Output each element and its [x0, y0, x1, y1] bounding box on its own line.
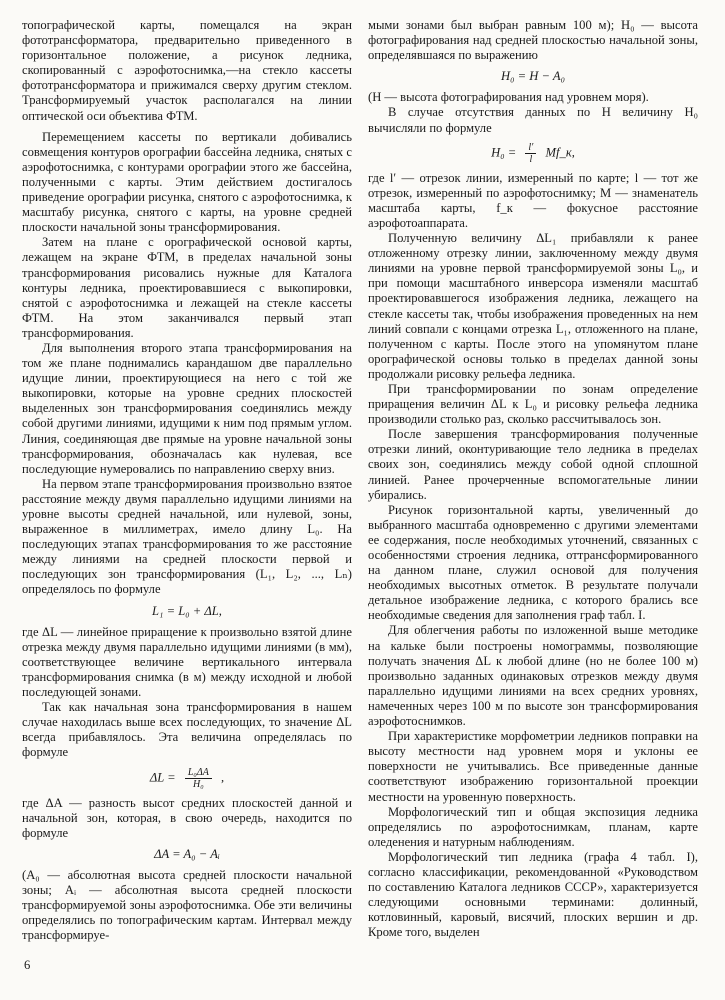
paragraph: Для облегчения работы по изложенной выше методике на кальке были построены номограммы, позволяющие получать значения ΔL к любой длине (но не более 100 м) произвольно заданных одинаковых отрезков между двумя параллельно идущими линиями на всех средних уровнях, намеченных через 100 м по высоте зон трансформирования аэрофотоснимков.	[368, 623, 698, 729]
paragraph: Затем на плане с орографической основой карты, лежащем на экране ФТМ, в пределах начальной зоны трансформирования рисовались нужные для Каталога контуры ледника, проектировавшиеся с выкопировки, снятой с аэрофотоснимка и лежащей на стекле кассеты ФТМ. На этом заканчивался первый этап трансформирования.	[22, 235, 352, 340]
paragraph: Морфологический тип и общая экспозиция ледника определялись по аэрофотоснимкам, планам, карте оледенения и натурным наблюдениям.	[368, 804, 698, 849]
formula-h0: H₀ = H − A₀	[500, 69, 565, 84]
formula-delta-l	[22, 767, 352, 790]
formula-lhs: H₀ =	[491, 145, 517, 160]
paragraph: Для выполнения второго этапа трансформирования на том же плане поднимались карандашом две параллельно идущие линии, проектирующиеся на него с той же выкопировки, которые на уровне средних плоскостей выделенных зон трансформирования соединялись между собой другими линиями, идущими к ним под прямым углом. Линия, соединяющая две прямые на уровне начальной зоны трансформирования, обозначалась как нулевая, все последующие нумеровались по направлению сверху вниз.	[22, 340, 352, 476]
numerator: l′	[525, 142, 536, 154]
denominator: H₀	[192, 778, 204, 790]
formula-h0-alt	[368, 142, 698, 165]
paragraph: В случае отсутствия данных по H величину H₀ вычисляли по формуле	[368, 105, 698, 135]
formula-tail: Mf_к,	[545, 145, 575, 160]
paragraph: Перемещением кассеты по вертикали добивались совмещения контуров орографии бассейна ледника, снятых с аэрофотоснимка, с контурами орографии этого же бассейна, полученными с карты. Этим действием достигалось приведение орографии рисунка, снятого с аэрофотоснимка, к масштабу рисунка, снятого с карты, на уровне средней плоскости начальной зоны трансформирования.	[22, 129, 352, 235]
page-number: 6	[24, 958, 31, 972]
paragraph: Так как начальная зона трансформирования в нашем случае находилась выше всех последующих, то значение ΔL всегда прибавлялось. Эта величина определялась по формуле	[22, 700, 352, 760]
right-column	[368, 18, 698, 940]
paragraph: При характеристике морфометрии ледников поправки на высоту местности над уровнем моря и уклоны ее поверхности не учитывались. Все приведенные данные соответствуют изображению горизонтальной проекции местности на уровенную поверхность.	[368, 729, 698, 804]
paragraph: где l′ — отрезок линии, измеренный по карте; l — тот же отрезок, измеренный по аэрофотоснимку; M — знаменатель масштаба карты, f_к — фокусное расстояние аэрофотоаппарата.	[368, 170, 698, 230]
paragraph: (A₀ — абсолютная высота средней плоскости начальной зоны; Aᵢ — абсолютная высота средней плоскости трансформируемой зоны аэрофотоснимка. Обе эти величины определялись по топографическим картам. Интервал между трансформируе-	[22, 867, 352, 943]
paragraph: Морфологический тип ледника (графа 4 табл. I), согласно классификации, рекомендованной «Руководством по составлению Каталога ледников СССР», характеризуется следующими основными терминами: долинный, котловинный, каровый, висячий, плоских вершин и др. Кроме того, выделен	[368, 849, 698, 940]
formula-l1: L₁ = L₀ + ΔL,	[152, 603, 222, 618]
paragraph: мыми зонами был выбран равным 100 м); H₀ — высота фотографирования над средней плоскостью начальной зоны, определявшаяся по выражению	[368, 18, 698, 63]
fraction	[525, 142, 536, 165]
paragraph: где ΔA — разность высот средних плоскостей данной и начальной зон, которая, в свою очередь, находится по формуле	[22, 795, 352, 840]
fraction	[185, 767, 212, 790]
denominator: l	[529, 153, 533, 165]
paragraph: где ΔL — линейное приращение к произвольно взятой длине отрезка между двумя параллельно идущими линиями (в мм), соответствующее величине вертикального интервала трансформирования снимка (в м) между исходной и любой последующей зонами.	[22, 624, 352, 700]
left-column	[22, 18, 352, 943]
paragraph: На первом этапе трансформирования произвольно взятое расстояние между двумя параллельно идущими линиями на уровне высоты средней начальной, или нулевой, зоны, выраженное в миллиметрах, имело длину L₀. На последующих этапах трансформирования то же расстояние между линиями на средней плоскости первой и последующих зон трансформирования (L₁, L₂, ..., Lₙ) определялось по формуле	[22, 476, 352, 597]
paragraph: топографической карты, помещался на экран фототрансформатора, предварительно приведенного в горизонтальное положение, а рисунок ледника, скопированный с аэрофотоснимка,—на стекло кассеты фототрансформатора и прижимался сверху другим стеклом. Трансформируемый участок располагался на линии оптической оси объектива ФТМ.	[22, 18, 352, 123]
paragraph: Полученную величину ΔL₁ прибавляли к ранее отложенному отрезку линии, заключенному между двумя линиями на уровне первой трансформируемой зоны L₀, и при помощи масштабного инверсора изменяли масштаб проектировавшегося изображения ледника, лежащего на стекле кассеты так, чтобы изображения проведенных на нем линий совпали с концами отрезка L₁, отложенного на плане, полученном с карты. После этого на упомянутом плане орографической основы только в пределах данной зоны продолжали рисовку рельефа ледника.	[368, 231, 698, 381]
numerator: L₀ΔA	[185, 767, 212, 779]
formula-tail: ,	[221, 769, 225, 784]
paragraph: Рисунок горизонтальной карты, увеличенный до выбранного масштаба одновременно с другими элементами ее содержания, после необходимых уточнений, связанных с особенностями строения ледника, оттрансформированного на данном плане, служил основой для получения необходимых высотных отметок. В результате получали детальное изображение ледника, с которого брались все необходимые сведения для заполнения граф табл. I.	[368, 502, 698, 623]
paragraph: При трансформировании по зонам определение приращения величин ΔL к L₀ и рисовку рельефа ледника производили столько раз, сколько рассчитывалось зон.	[368, 381, 698, 427]
formula-delta-a: ΔA = A₀ − Aᵢ	[154, 846, 220, 861]
paragraph: После завершения трансформирования полученные отрезки линий, оконтуривающие тело ледника в пределах своих зон, соединялись между собой одной сплошной линией. Ранее прочерченные вспомогательные линии убирались.	[368, 427, 698, 502]
formula-lhs: ΔL =	[149, 769, 176, 784]
paragraph: (H — высота фотографирования над уровнем моря).	[368, 90, 649, 105]
